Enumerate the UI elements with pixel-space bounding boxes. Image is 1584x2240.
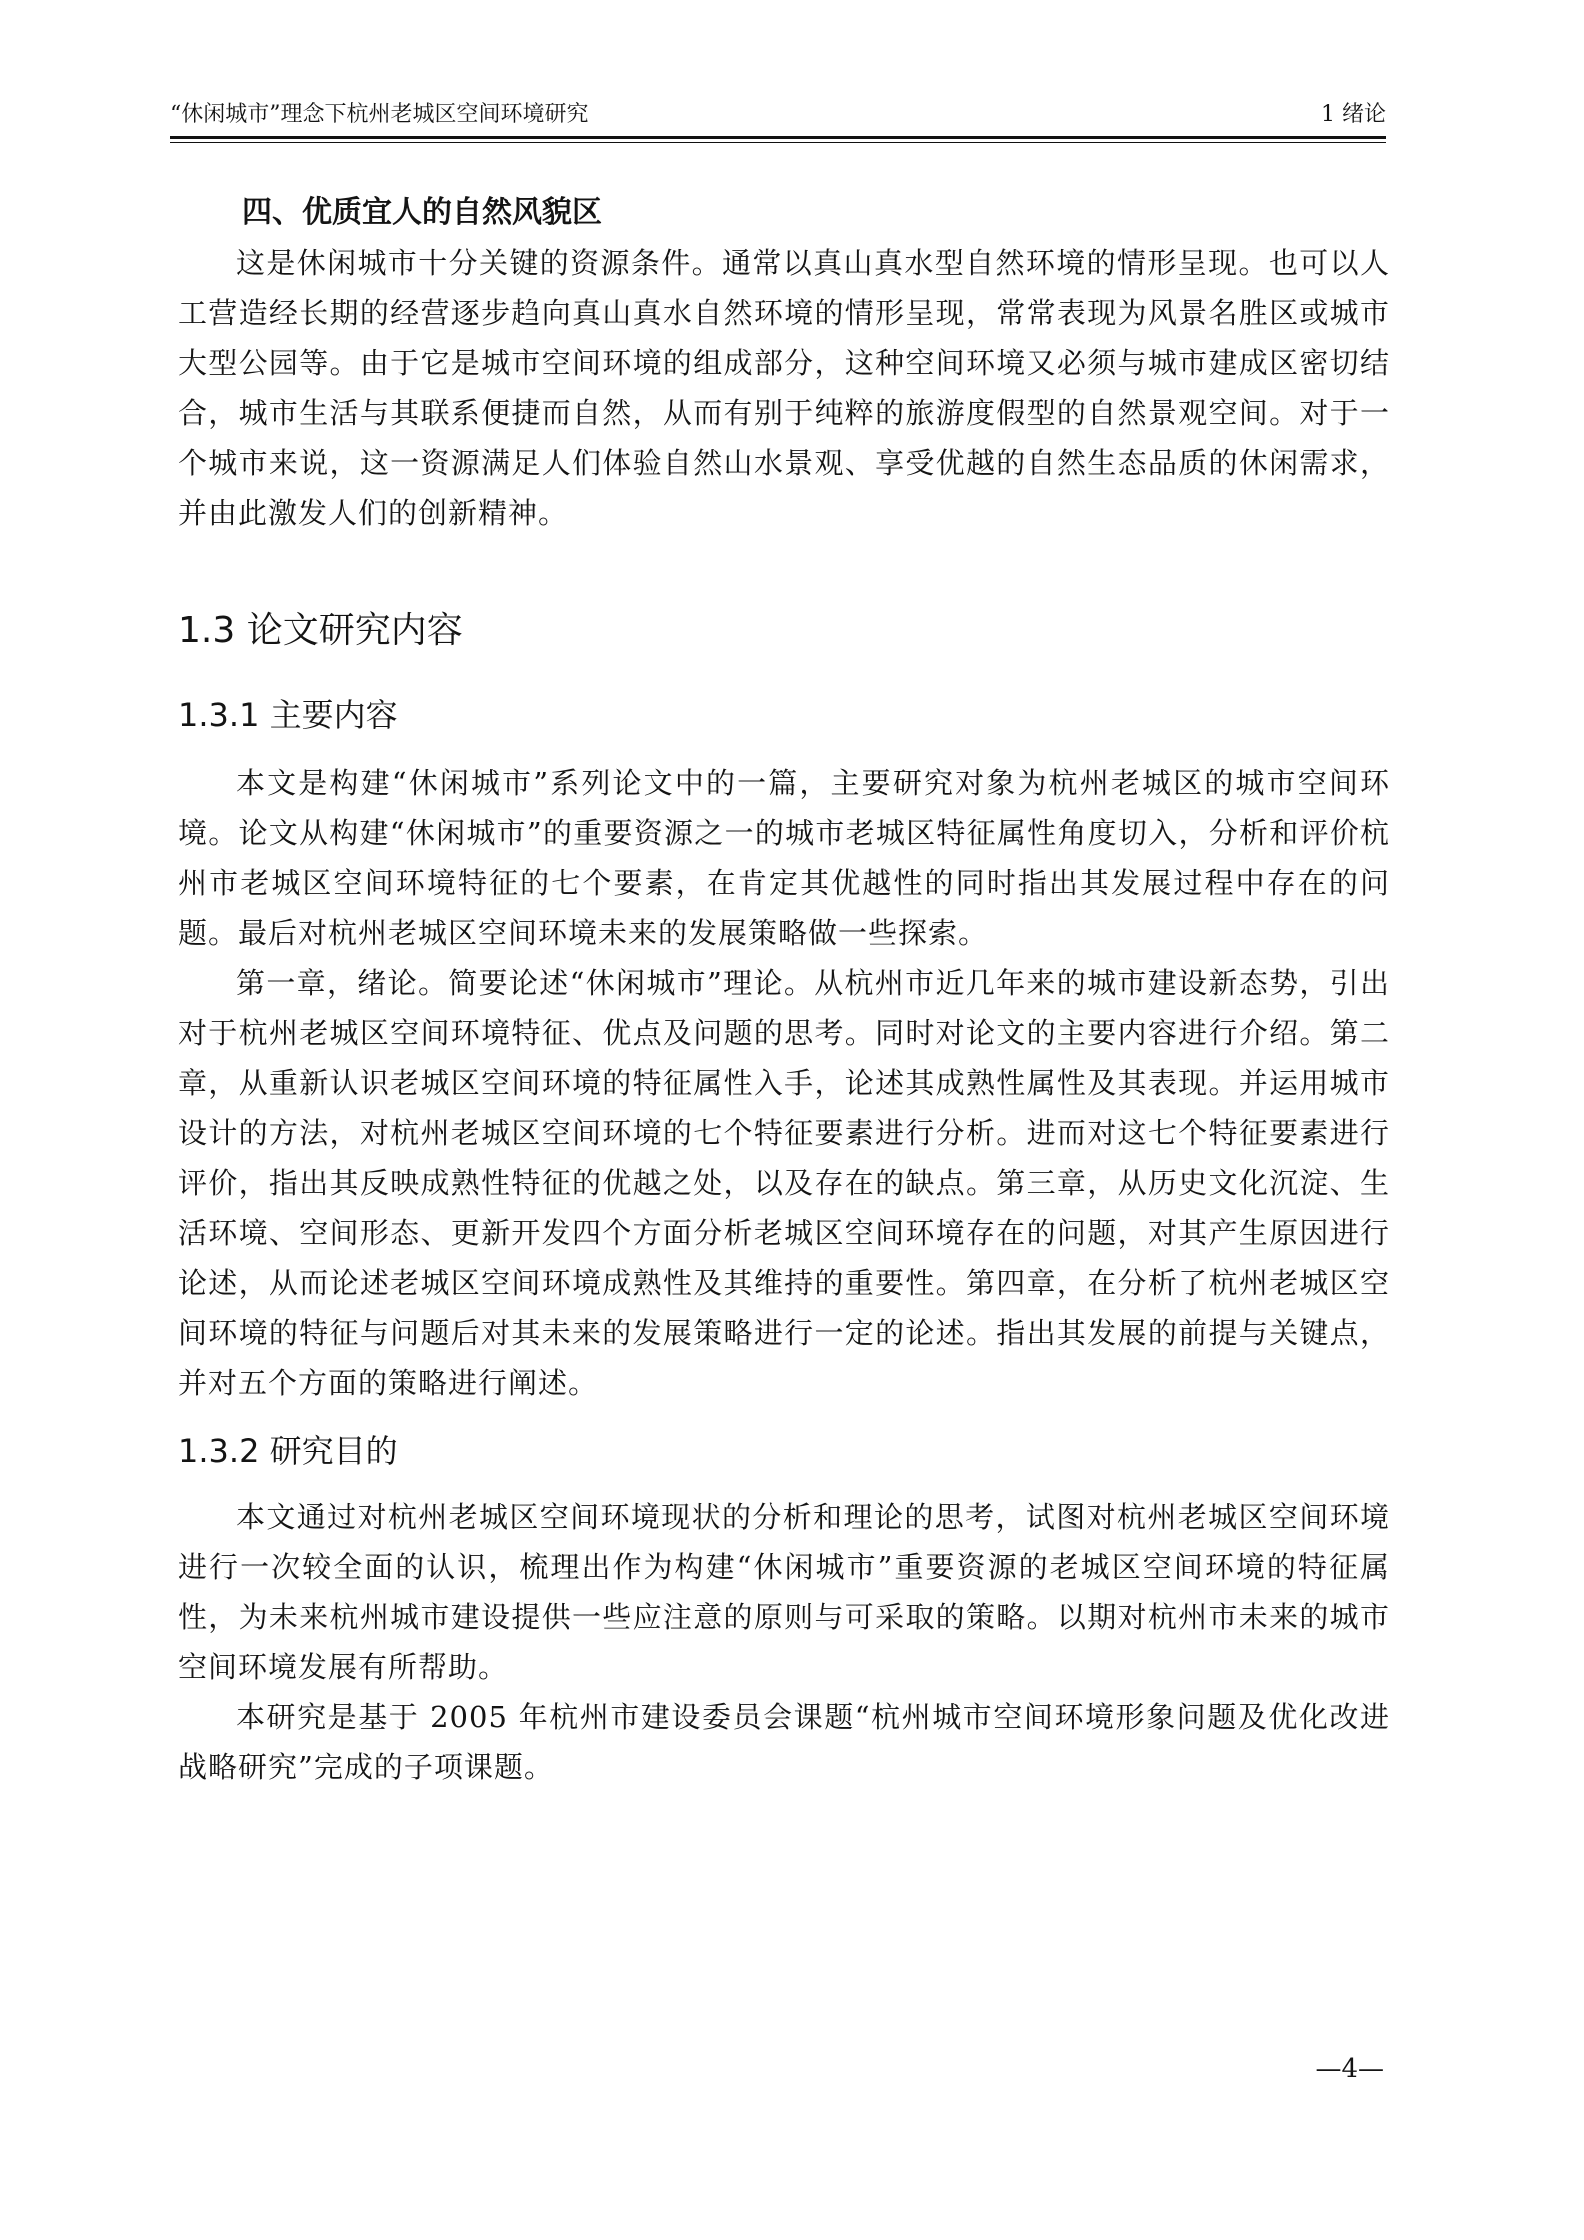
paragraph-main-content-2: 第一章，绪论。简要论述“休闲城市”理论。从杭州市近几年来的城市建设新态势，引出对于杭州老城区空间环境特征、优点及问题的思考。同时对论文的主要内容进行介绍。第二章，从重新认识老城区空间环境的特征属性入手，论述其成熟性属性及其表现。并运用城市设计的方法，对杭州老城区空间环境的七个特征要素进行分析。进而对这七个特征要素进行评价，指出其反映成熟性特征的优越之处，以及存在的缺点。第三章，从历史文化沉淀、生活环境、空间形态、更新开发四个方面分析老城区空间环境存在的问题，对其产生原因进行论述，从而论述老城区空间环境成熟性及其维持的重要性。第四章，在分析了杭州老城区空间环境的特征与问题后对其未来的发展策略进行一定的论述。指出其发展的前提与关键点，并对五个方面的策略进行阐述。 xyxy=(178,966,1390,1400)
paragraph-main-content-1: 本文是构建“休闲城市”系列论文中的一篇，主要研究对象为杭州老城区的城市空间环境。论文从构建“休闲城市”的重要资源之一的城市老城区特征属性角度切入，分析和评价杭州市老城区空间环境特征的七个要素，在肯定其优越性的同时指出其发展过程中存在的问题。最后对杭州老城区空间环境未来的发展策略做一些探索。 xyxy=(178,766,1390,950)
section-heading-1-3-1: 1.3.1 主要内容 xyxy=(178,696,398,734)
page-body xyxy=(178,188,1390,1792)
header-rule-thick xyxy=(170,136,1386,139)
paragraph-research-purpose-2: 本研究是基于 2005 年杭州市建设委员会课题“杭州城市空间环境形象问题及优化改进战略研究”完成的子项课题。 xyxy=(178,1700,1390,1784)
header-rule-thin xyxy=(170,142,1386,143)
paragraph-research-purpose-1: 本文通过对杭州老城区空间环境现状的分析和理论的思考，试图对杭州老城区空间环境进行一次较全面的认识，梳理出作为构建“休闲城市”重要资源的老城区空间环境的特征属性，为未来杭州城市建设提供一些应注意的原则与可采取的策略。以期对杭州市未来的城市空间环境发展有所帮助。 xyxy=(178,1500,1390,1684)
page-number: —4— xyxy=(1315,2054,1384,2084)
paragraph-natural-scenery: 这是休闲城市十分关键的资源条件。通常以真山真水型自然环境的情形呈现。也可以人工营造经长期的经营逐步趋向真山真水自然环境的情形呈现，常常表现为风景名胜区或城市大型公园等。由于它是城市空间环境的组成部分，这种空间环境又必须与城市建成区密切结合，城市生活与其联系便捷而自然，从而有别于纯粹的旅游度假型的自然景观空间。对于一个城市来说，这一资源满足人们体验自然山水景观、享受优越的自然生态品质的休闲需求，并由此激发人们的创新精神。 xyxy=(178,246,1390,530)
subsection-heading-natural-scenery: 四、优质宜人的自然风貌区 xyxy=(242,195,602,230)
page-header xyxy=(170,96,1386,134)
section-heading-1-3-2: 1.3.2 研究目的 xyxy=(178,1432,398,1470)
running-title: “休闲城市”理念下杭州老城区空间环境研究 xyxy=(170,102,589,127)
chapter-label: 1 绪论 xyxy=(1321,102,1386,127)
section-heading-1-3: 1.3 论文研究内容 xyxy=(178,610,463,651)
